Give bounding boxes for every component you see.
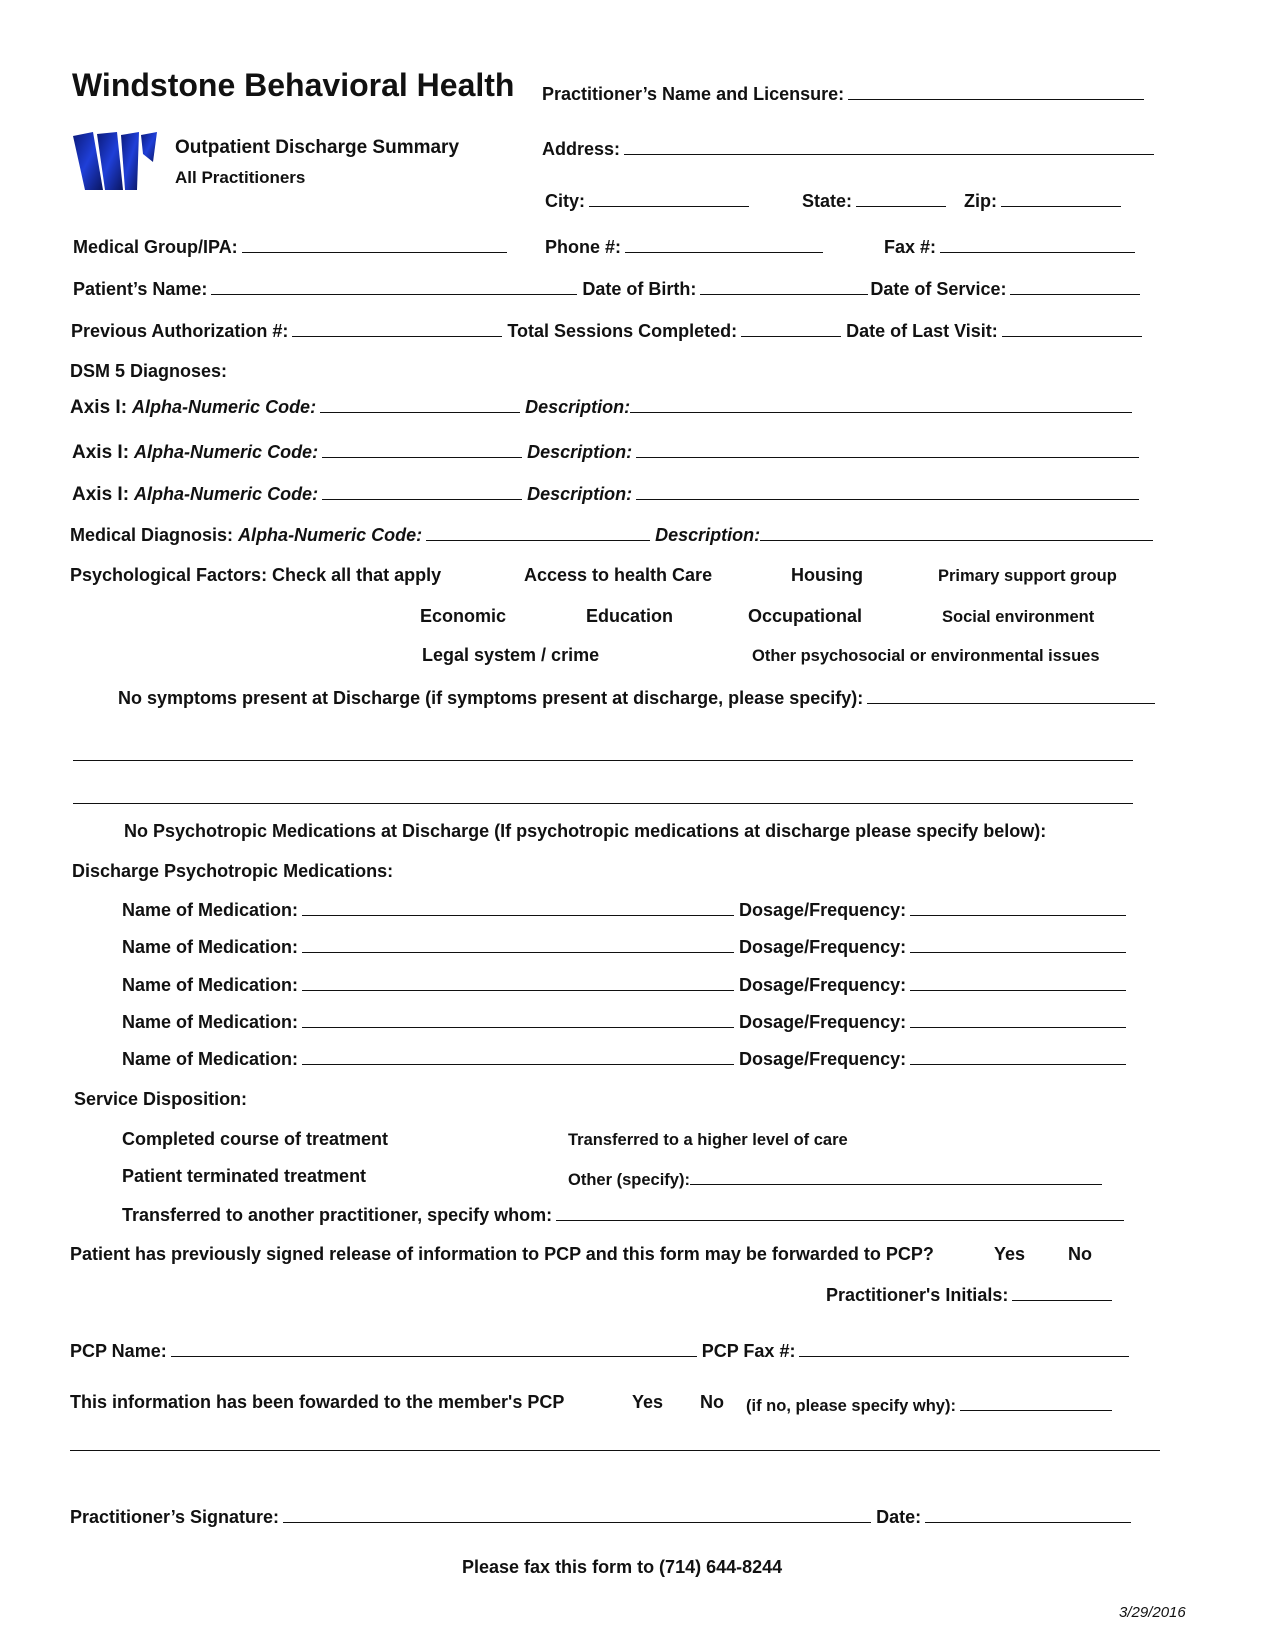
medical-diagnosis-label: Medical Diagnosis:	[70, 525, 234, 545]
release-yes[interactable]: Yes	[994, 1244, 1026, 1264]
practitioner-name-field[interactable]	[848, 84, 1144, 100]
pcp-fax-label: PCP Fax #:	[701, 1341, 796, 1361]
medication-name-field[interactable]	[302, 975, 734, 991]
medication-name-field[interactable]	[302, 1012, 734, 1028]
axis-label: Axis I:	[70, 397, 128, 418]
medication-name-label: Name of Medication:	[122, 1049, 299, 1069]
zip-field[interactable]	[1001, 191, 1121, 207]
no-meds-label[interactable]: No Psychotropic Medications at Discharge (If psychotropic medications at discharge please specify below):	[124, 821, 1047, 841]
address-field[interactable]	[624, 139, 1154, 155]
form-subtitle: All Practitioners	[175, 168, 306, 187]
zip-label: Zip:	[964, 191, 997, 211]
sessions-field[interactable]	[741, 321, 841, 337]
release-question: Patient has previously signed release of information to PCP and this form may be forwarded to PCP?	[70, 1244, 934, 1264]
psych-option-occupational[interactable]: Occupational	[748, 606, 863, 626]
patient-name-field[interactable]	[211, 279, 577, 295]
address-label: Address:	[542, 139, 621, 159]
transferred-practitioner-row	[122, 1205, 1124, 1224]
phone-row	[545, 237, 823, 256]
prev-auth-field[interactable]	[292, 321, 502, 337]
description-field[interactable]	[636, 484, 1139, 500]
medical-code-field[interactable]	[426, 525, 650, 541]
axis-row-2	[72, 442, 1139, 462]
phone-field[interactable]	[625, 237, 823, 253]
description-field[interactable]	[636, 442, 1139, 458]
pcp-name-label: PCP Name:	[70, 1341, 167, 1361]
sessions-label: Total Sessions Completed:	[507, 321, 738, 341]
zip-row	[964, 191, 1121, 210]
medication-name-label: Name of Medication:	[122, 1012, 299, 1032]
patient-name-label: Patient’s Name:	[73, 279, 208, 299]
fax-row	[884, 237, 1135, 256]
signature-field[interactable]	[283, 1507, 871, 1523]
dosage-field[interactable]	[910, 937, 1126, 953]
symptoms-line-2[interactable]	[73, 803, 1133, 804]
phone-label: Phone #:	[545, 237, 622, 257]
state-label: State:	[802, 191, 853, 211]
medical-diagnosis-row	[70, 525, 1153, 544]
pcp-fax-field[interactable]	[799, 1341, 1129, 1357]
symptoms-field[interactable]	[867, 688, 1155, 704]
medication-row-1	[122, 900, 1126, 919]
axis-row-1	[70, 397, 1132, 417]
dosage-field[interactable]	[910, 1049, 1126, 1065]
medication-name-label: Name of Medication:	[122, 937, 299, 957]
medical-description-field[interactable]	[760, 525, 1153, 541]
dosage-field[interactable]	[910, 900, 1126, 916]
axis-row-3	[72, 484, 1139, 504]
date-field[interactable]	[925, 1507, 1131, 1523]
address-row	[542, 139, 1154, 158]
code-label: Alpha-Numeric Code:	[134, 484, 319, 504]
description-label: Description:	[655, 525, 761, 545]
prev-auth-row	[71, 321, 1142, 340]
org-name: Windstone Behavioral Health	[72, 67, 515, 103]
symptoms-line-1[interactable]	[73, 760, 1133, 761]
medication-row-3	[122, 975, 1126, 994]
dosage-field[interactable]	[910, 975, 1126, 991]
fax-field[interactable]	[940, 237, 1135, 253]
medical-group-field[interactable]	[242, 237, 507, 253]
dos-label: Date of Service:	[870, 279, 1007, 299]
medication-row-4	[122, 1012, 1126, 1031]
meds-section-label: Discharge Psychotropic Medications:	[72, 861, 394, 881]
medication-name-label: Name of Medication:	[122, 900, 299, 920]
medical-group-row	[73, 237, 507, 256]
description-label: Description:	[525, 397, 631, 417]
medical-group-label: Medical Group/IPA:	[73, 237, 238, 257]
pcp-name-row	[70, 1341, 1129, 1360]
dosage-label: Dosage/Frequency:	[739, 900, 907, 920]
pcp-why-row	[746, 1395, 1112, 1415]
initials-label: Practitioner's Initials:	[826, 1285, 1009, 1305]
dob-field[interactable]	[700, 279, 868, 295]
code-field[interactable]	[322, 484, 522, 500]
pcp-forwarded-label: This information has been fowarded to the member's PCP	[70, 1392, 565, 1412]
code-label: Alpha-Numeric Code:	[134, 442, 319, 462]
signature-label: Practitioner’s Signature:	[70, 1507, 280, 1527]
date-label: Date:	[876, 1507, 922, 1527]
medication-name-field[interactable]	[302, 937, 734, 953]
pcp-why-field[interactable]	[960, 1395, 1112, 1411]
transferred-practitioner-label[interactable]: Transferred to another practitioner, specify whom:	[122, 1205, 553, 1225]
last-visit-label: Date of Last Visit:	[846, 321, 998, 341]
symptoms-row	[118, 688, 1155, 707]
psych-option-education[interactable]: Education	[586, 606, 674, 626]
axis-label: Axis I:	[72, 484, 130, 505]
psych-option-social[interactable]: Social environment	[942, 608, 1095, 626]
medication-name-field[interactable]	[302, 900, 734, 916]
disposition-other-field[interactable]	[690, 1169, 1102, 1185]
psych-option-economic[interactable]: Economic	[420, 606, 507, 626]
code-field[interactable]	[322, 442, 522, 458]
revision-date: 3/29/2016	[1119, 1604, 1186, 1621]
state-row	[802, 191, 946, 210]
initials-row	[826, 1285, 1112, 1304]
dsm-section-label: DSM 5 Diagnoses:	[70, 361, 228, 381]
signature-row	[70, 1507, 1131, 1526]
patient-name-row	[73, 279, 1140, 298]
pcp-name-field[interactable]	[171, 1341, 697, 1357]
code-field[interactable]	[320, 397, 520, 413]
psych-option-access[interactable]: Access to health Care	[524, 565, 713, 585]
dob-label: Date of Birth:	[582, 279, 697, 299]
pcp-forwarded-no[interactable]: No	[700, 1392, 724, 1412]
psych-option-other[interactable]: Other psychosocial or environmental issues	[752, 647, 1100, 665]
city-field[interactable]	[589, 191, 749, 207]
prev-auth-label: Previous Authorization #:	[71, 321, 289, 341]
fax-label: Fax #:	[884, 237, 937, 257]
pcp-why-line[interactable]	[70, 1450, 1160, 1451]
medication-row-5	[122, 1049, 1126, 1068]
last-visit-field[interactable]	[1002, 321, 1142, 337]
code-label: Alpha-Numeric Code:	[132, 397, 317, 417]
psych-option-primary-support[interactable]: Primary support group	[938, 567, 1117, 585]
dos-field[interactable]	[1010, 279, 1140, 295]
description-label: Description:	[527, 484, 633, 504]
disposition-completed[interactable]: Completed course of treatment	[122, 1129, 389, 1149]
city-row	[545, 191, 749, 210]
city-label: City:	[545, 191, 585, 211]
state-field[interactable]	[856, 191, 946, 207]
description-field[interactable]	[630, 397, 1132, 413]
disposition-other-label[interactable]: Other (specify):	[568, 1171, 690, 1189]
dosage-label: Dosage/Frequency:	[739, 937, 907, 957]
disposition-transferred-higher[interactable]: Transferred to a higher level of care	[568, 1131, 848, 1149]
practitioner-name-label: Practitioner’s Name and Licensure:	[542, 84, 845, 104]
windstone-logo	[73, 132, 157, 190]
description-label: Description:	[527, 442, 633, 462]
practitioner-name-row	[542, 84, 1144, 103]
transferred-practitioner-field[interactable]	[556, 1205, 1124, 1221]
disposition-terminated[interactable]: Patient terminated treatment	[122, 1166, 367, 1186]
dosage-label: Dosage/Frequency:	[739, 975, 907, 995]
pcp-forwarded-yes[interactable]: Yes	[632, 1392, 664, 1412]
symptoms-label[interactable]: No symptoms present at Discharge (if symptoms present at discharge, please specify):	[118, 688, 864, 708]
form-title: Outpatient Discharge Summary	[175, 137, 460, 158]
release-no[interactable]: No	[1068, 1244, 1092, 1264]
disposition-section-label: Service Disposition:	[74, 1089, 248, 1109]
psych-option-legal[interactable]: Legal system / crime	[422, 645, 600, 665]
dosage-field[interactable]	[910, 1012, 1126, 1028]
fax-instruction: Please fax this form to (714) 644-8244	[462, 1557, 783, 1577]
medication-name-field[interactable]	[302, 1049, 734, 1065]
axis-label: Axis I:	[72, 442, 130, 463]
medication-row-2	[122, 937, 1126, 956]
pcp-why-label: (if no, please specify why):	[746, 1397, 956, 1415]
disposition-other-row	[568, 1169, 1102, 1189]
code-label: Alpha-Numeric Code:	[238, 525, 423, 545]
dosage-label: Dosage/Frequency:	[739, 1012, 907, 1032]
psych-factors-label: Psychological Factors: Check all that apply	[70, 565, 442, 585]
dosage-label: Dosage/Frequency:	[739, 1049, 907, 1069]
initials-field[interactable]	[1012, 1285, 1112, 1301]
psych-option-housing[interactable]: Housing	[791, 565, 863, 585]
medication-name-label: Name of Medication:	[122, 975, 299, 995]
